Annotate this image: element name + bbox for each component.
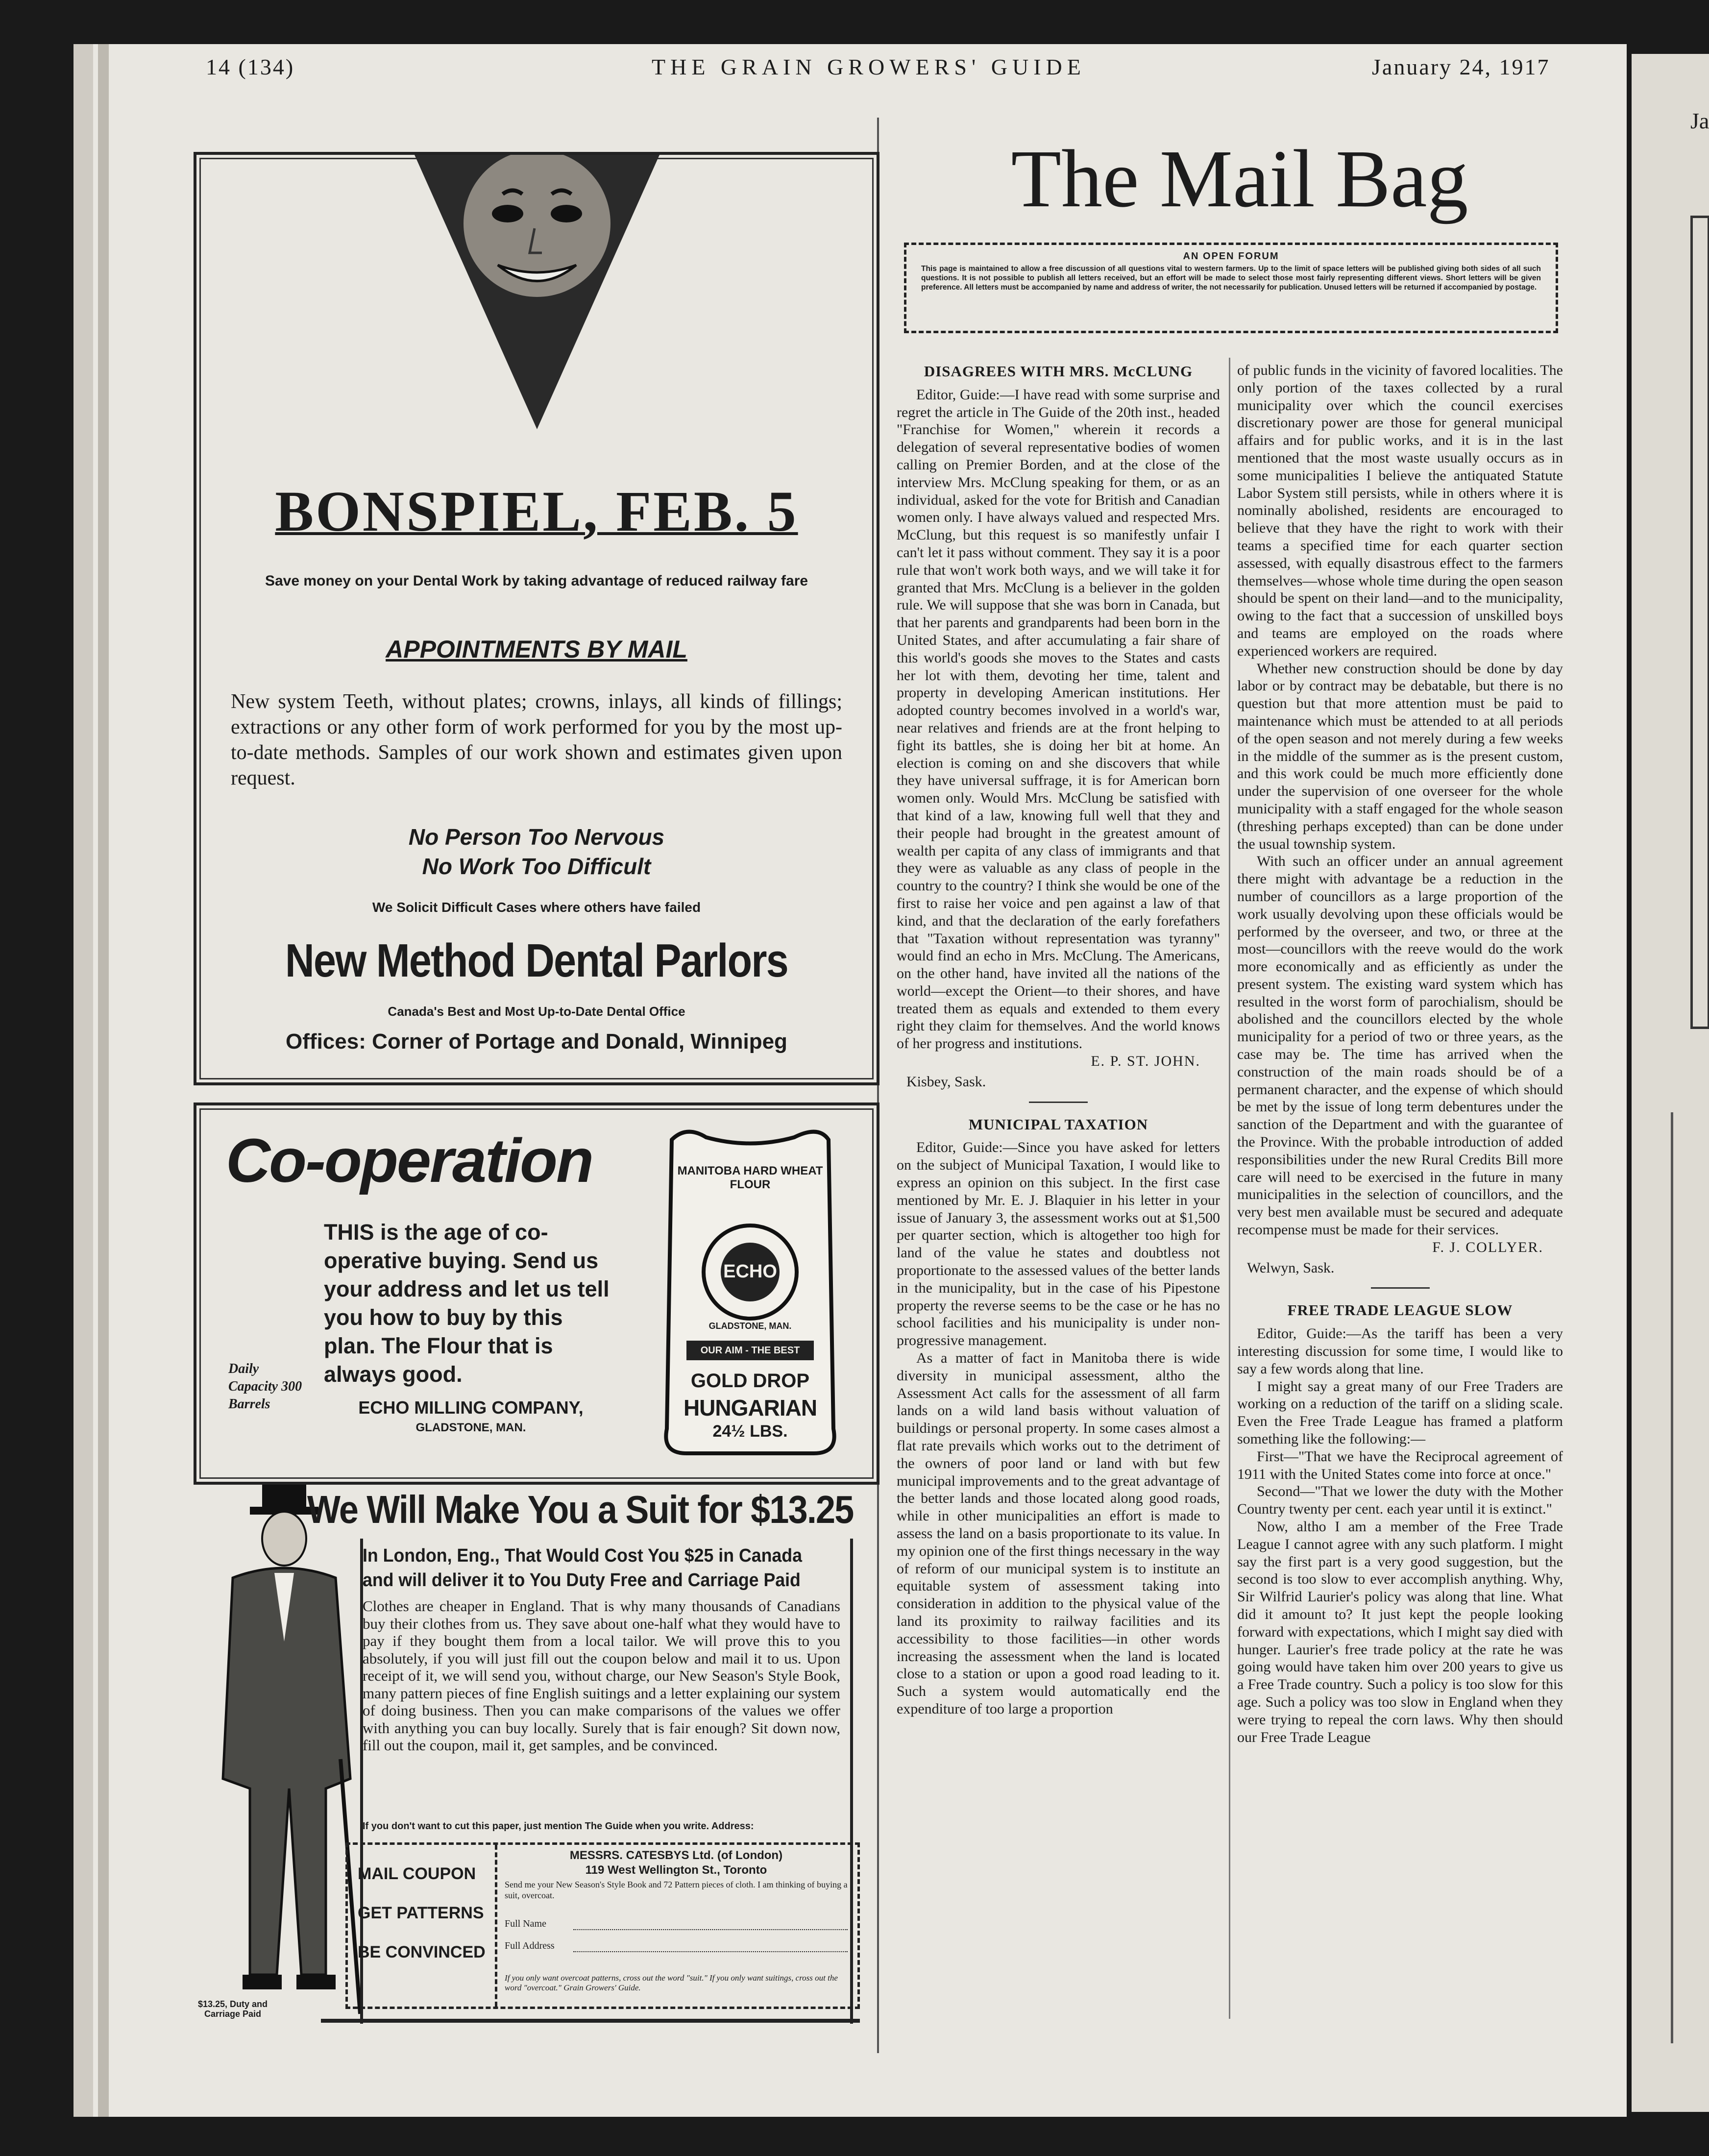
coupon-footer: If you only want overcoat patterns, cross out the word "suit." If you only want suitings, cross out the word "overcoat." Grain Growers' Guide. (505, 1973, 838, 1992)
suit-note: If you don't want to cut this paper, just mention The Guide when you write. Address: (363, 1821, 754, 1832)
letter-3-text-5: Now, altho I am a member of the Free Trade League I cannot agree with any such platform. I might say the first part is a very good suggestion, but the second is too slow to ever accomplish anything. Why, Sir Wilfrid Laurier's policy was along that line. What did it amount to? It just kept the people looking forward with expectations, which I might say died with hunger. Laurier's free trade policy at the rate he was going would have taken him over 200 years to give us a Free Trade country. Such a policy is too slow for this age. Such a policy was too slow in England when they were trying to repeal the corn laws. Why then should our Free Trade League (1237, 1519, 1563, 1745)
coop-company: ECHO MILLING COMPANY, (358, 1397, 584, 1418)
letter-2-text-4: Whether new construction should be done by day labor or by contract may be debatable, but there is no question but that more attention must be paid to maintenance which must be attended to at all periods of the open season and not merely during a few weeks in the middle of the summer as is the present custom, and this work could be much more efficiently done under the supervision of one overseer for the whole municipality with a staff engaged for the whole season (threshing perhaps excepted) than can be done under the usual township system. (1237, 660, 1563, 852)
page-edge-fold (98, 44, 109, 2117)
suit-body: Clothes are cheaper in England. That is why many thousands of Canadians buy their clothes from us. They save about one-half what they would have to pay if they bought them from a local tailor. We will prove this to you absolutely, if you will just fill out the coupon below and mail it to us. Upon receipt of it, we will send you, without charge, our New Season's Style Book, many pattern pieces of fine English suitings and a letter explaining our system of doing business. Then you can make comparisons of the values we offer with anything you can buy locally. Surely that is fair enough? Sit down now, fill out the coupon, mail it, get samples, and be convinced. (363, 1597, 840, 1754)
letter-3-text-3: First—"That we have the Reciprocal agreement of 1911 with the United States come into force at once." (1237, 1448, 1563, 1482)
letter-3-text-2: I might say a great many of our Free Traders are working on a reduction of the tariff on a sliding scale. Even the Free Trade League has framed a platform something like the following:— (1237, 1378, 1563, 1447)
coupon-firm: MESSRS. CATESBYS Ltd. (of London) (569, 1849, 783, 1862)
suit-price-caption: $13.25, Duty and Carriage Paid (197, 1999, 268, 2019)
letter-3-text-1: Editor, Guide:—As the tariff has been a very interesting discussion for some time, I would like to say a few words along that line. (1237, 1325, 1563, 1377)
dental-line-2: No Work Too Difficult (422, 854, 651, 879)
dental-appointments: APPOINTMENTS BY MAIL (386, 636, 687, 663)
suit-headline: We Will Make You a Suit for $13.25 (307, 1488, 854, 1531)
letter-2-text-3: of public funds in the vicinity of favored localities. The only portion of the taxes collected by a rural municipality over which the council exercises discretionary power are those for general municipal affairs and for public works, and it is in the last mentioned that the most waste usually occurs as in some municipalities I believe the antiquated Statute Labor System still persists, while in others where it is nominally abolished, residents are encouraged to believe that they have the right to work with their teams a specified time for each quarter section assessed, with equally disastrous effect to the farmers themselves—whose whole time during the open season should be spent on their land—and to the municipality, owing to the fact that a succession of unskilled boys and teams are employed on the roads where experienced workers are required. (1237, 362, 1563, 659)
coop-capacity: Daily Capacity 300 Barrels (228, 1361, 302, 1412)
coupon-full-name-field[interactable] (573, 1929, 848, 1930)
coop-location: GLADSTONE, MAN. (415, 1421, 526, 1434)
letter-2-text-5: With such an officer under an annual agreement there might with advantage be a reduction in the number of councillors as a large proportion of the work usually devolving upon these officials would be performed by the overseer, and two, or three at the most—councillors with the reeve would do the work more economically and as efficiently as under the present system. The existing ward system which has resulted in the worst form of parochialism, should be abolished and the councillors elected by the whole municipality for a period of two or three years, as the case may be. The time has arrived when the construction of the main roads should be of a permanent character, and the expense of which should be met by the issue of long term debentures under the sanction of the Department and with the guarantee of the Province. With the probable introduction of added responsibilities under the new Rural Credits Bill more care will need to be exercised in the future in many municipalities in the selection of councillors, and the very best men available must be secured and adequate recompense must be made for their services. (1237, 853, 1563, 1238)
coupon-label-3: BE CONVINCED (358, 1943, 486, 1961)
publication-name: THE GRAIN GROWERS' GUIDE (652, 54, 1086, 79)
letter-heading-2: MUNICIPAL TAXATION (968, 1115, 1148, 1133)
adjacent-page-column (1671, 1112, 1708, 2043)
sack-gold-drop: GOLD DROP (690, 1370, 810, 1392)
coupon-full-address-label: Full Address (505, 1940, 555, 1951)
man-in-suit-icon (203, 1485, 370, 2029)
sack-aim: OUR AIM - THE BEST (700, 1345, 800, 1356)
mailbag-column-2 (1237, 362, 1563, 2020)
coupon-full-name-label: Full Name (505, 1918, 546, 1929)
dental-tagline: Canada's Best and Most Up-to-Date Dental Office (388, 1004, 685, 1019)
face-triangle-icon (415, 155, 659, 429)
coop-title: Co-operation (226, 1126, 592, 1195)
suit-subhead: In London, Eng., That Would Cost You $25 in Canada and will deliver it to You Duty Free and Carriage Paid (363, 1545, 802, 1591)
adjacent-page-header: Ja (1690, 108, 1709, 133)
page-header (132, 54, 1573, 108)
dental-body: New system Teeth, without plates; crowns, inlays, all kinds of fillings; extractions or any other form of work performed for you by the most up-to-date methods. Samples of our work shown and estimates given upon request. (231, 690, 842, 789)
letter-heading-3: FREE TRADE LEAGUE SLOW (1287, 1301, 1513, 1319)
coop-ad (194, 1102, 879, 1485)
dental-subhead: Save money on your Dental Work by taking advantage of reduced railway fare (265, 573, 808, 589)
dental-business-name: New Method Dental Parlors (285, 934, 788, 987)
coupon-label-2: GET PATTERNS (358, 1904, 484, 1922)
dental-solicit: We Solicit Difficult Cases where others have failed (372, 900, 701, 915)
issue-date: January 24, 1917 (1372, 54, 1550, 79)
coupon-request: Send me your New Season's Style Book and 72 Pattern pieces of cloth. I am thinking of buying a suit, overcoat. (505, 1880, 848, 1900)
letter-1-signature: E. P. ST. JOHN. (1091, 1053, 1200, 1070)
page-number: 14 (134) (206, 54, 295, 79)
letter-heading-1: DISAGREES WITH MRS. McCLUNG (924, 363, 1193, 380)
coupon-full-address-field[interactable] (573, 1951, 848, 1952)
mailbag-column-1 (897, 358, 1220, 2019)
letter-2-text-1: Editor, Guide:—Since you have asked for letters on the subject of Municipal Taxation, I would like to express an opinion on this subject. In the first case mentioned by Mr. E. J. Blaquier in his letter in your issue of January 3, the assessment works out at $1,500 per quarter section, which is altogether too high for land of the value he states and doubtless not proportionate to the assessed values of the better lands in the municipality, but in the case of his Pipestone property the reverse seems to be the case or he has no school facilities and his municipality is under non-progressive management. (897, 1139, 1220, 1349)
letter-2-place: Welwyn, Sask. (1247, 1259, 1335, 1276)
mail-coupon[interactable] (345, 1842, 860, 2009)
sack-echo: ECHO (723, 1261, 777, 1282)
sack-top: MANITOBA HARD WHEAT FLOUR (677, 1164, 823, 1191)
open-forum-text: This page is maintained to allow a free discussion of all questions vital to western farmers. Up to the limit of space letters will be published giving both sides of all such questions. It is not possible to publish all letters received, but an effort will be made to select those most fairly representing different views. Short letters will be given preference. All letters must be accompanied by name and address of writer, the not necessarily for publication. Unused letters will be returned if accompanied by postage. (921, 265, 1541, 292)
dental-line-1: No Person Too Nervous (408, 824, 665, 850)
inner-column-rule (1229, 358, 1230, 2019)
flour-sack (657, 1125, 843, 1458)
dental-headline: BONSPIEL, FEB. 5 (275, 479, 798, 543)
open-forum-title: AN OPEN FORUM (1183, 251, 1279, 262)
letter-2-text-2: As a matter of fact in Manitoba there is wide diversity in municipal assessment, altho the Assessment Act calls for the assessment of all farm lands on a wild land basis without valuation of buildings or personal property. In some cases almost a flat rate prevails which works out to the detriment of the owners of poor land or land with but few municipal improvements and to the great advantage of the better lands and those located along good roads, while in other municipalities an effort is made to assess the land on a basis proportionate to its value. In my opinion one of the first things necessary in the way of reform of our municipal system is to institute an equitable system of assessment taking into consideration in addition to the physical value of the land its proximity to railway facilities and its accessibility to those facilities—in other words increasing the assessment when the land is located close to a station or upon a good road leading to it. Such a system would automatically end the expenditure of too large a proportion (897, 1350, 1220, 1717)
adjacent-page (1632, 54, 1709, 2112)
suit-ad (194, 1485, 879, 2038)
sack-hungarian: HUNGARIAN (683, 1395, 817, 1421)
mailbag-title: The Mail Bag (1011, 133, 1468, 224)
sack-gladstone: GLADSTONE, MAN. (708, 1321, 792, 1331)
letter-3-text-4: Second—"That we lower the duty with the Mother Country twenty per cent. each year until it is extinct." (1237, 1483, 1563, 1518)
sack-weight: 24½ LBS. (712, 1422, 788, 1441)
letter-1-text: Editor, Guide:—I have read with some surprise and regret the article in The Guide of the 20th inst., headed "Franchise for Women," wherein it records a delegation of several representative bodies of women calling on Premier Borden, and at the close of the interview Mrs. McClung speaking for them, or as an individual, asked for the vote for British and Canadian women only. I have always valued and respected Mrs. McClung, but this request is so manifestly unfair I can't let it pass without comment. They say it is a poor rule that won't work both ways, and we will take it for granted that Mrs. McClung is a believer in the golden rule. We will suppose that she was born in Canada, but that her parents and grandparents had been born in the United States, and after accumulating a fair share of this world's goods she moves to the States and casts her lot with them, devoting her time, talent and property in developing American institutions. Her adopted country becomes involved in a world's war, near relatives and friends are at the front helping to fight its battles, she is doing her bit at home. An election is coming on and she discovers that while they have universal suffrage, it is for American born women only. Would Mrs. McClung be satisfied with that kind of a law, knowing full well that they and their people had brought in the greatest amount of wealth per capita of any class of immigrants and that they were as valuable as any class of people in the country to the country? I think she would be one of the first to raise her voice and pen against a law of that kind, and that the declaration of the early forefathers that "Taxation without representation was tyranny" would find an echo in Mrs. McClung. The Americans, on the other hand, have invited all the nations of the world—except the Orient—to their shores, and have treated them as equals and extended to them every right they claim for themselves. And the world knows of her progress and institutions. (897, 386, 1220, 1052)
coupon-address: 119 West Wellington St., Toronto (585, 1863, 767, 1877)
page-edge-left (73, 44, 93, 2117)
coupon-label-1: MAIL COUPON (358, 1864, 476, 1883)
dental-ad (194, 152, 879, 1085)
dental-offices: Offices: Corner of Portage and Donald, Winnipeg (286, 1029, 787, 1054)
coop-body: THIS is the age of co-operative buying. Send us your address and let us tell you how to buy by this plan. The Flour that is always good. (324, 1220, 610, 1387)
adjacent-page-box (1690, 216, 1709, 1029)
open-forum-box (904, 243, 1558, 333)
letter-2-signature: F. J. COLLYER. (1432, 1239, 1543, 1255)
letter-1-place: Kisbey, Sask. (906, 1073, 986, 1090)
